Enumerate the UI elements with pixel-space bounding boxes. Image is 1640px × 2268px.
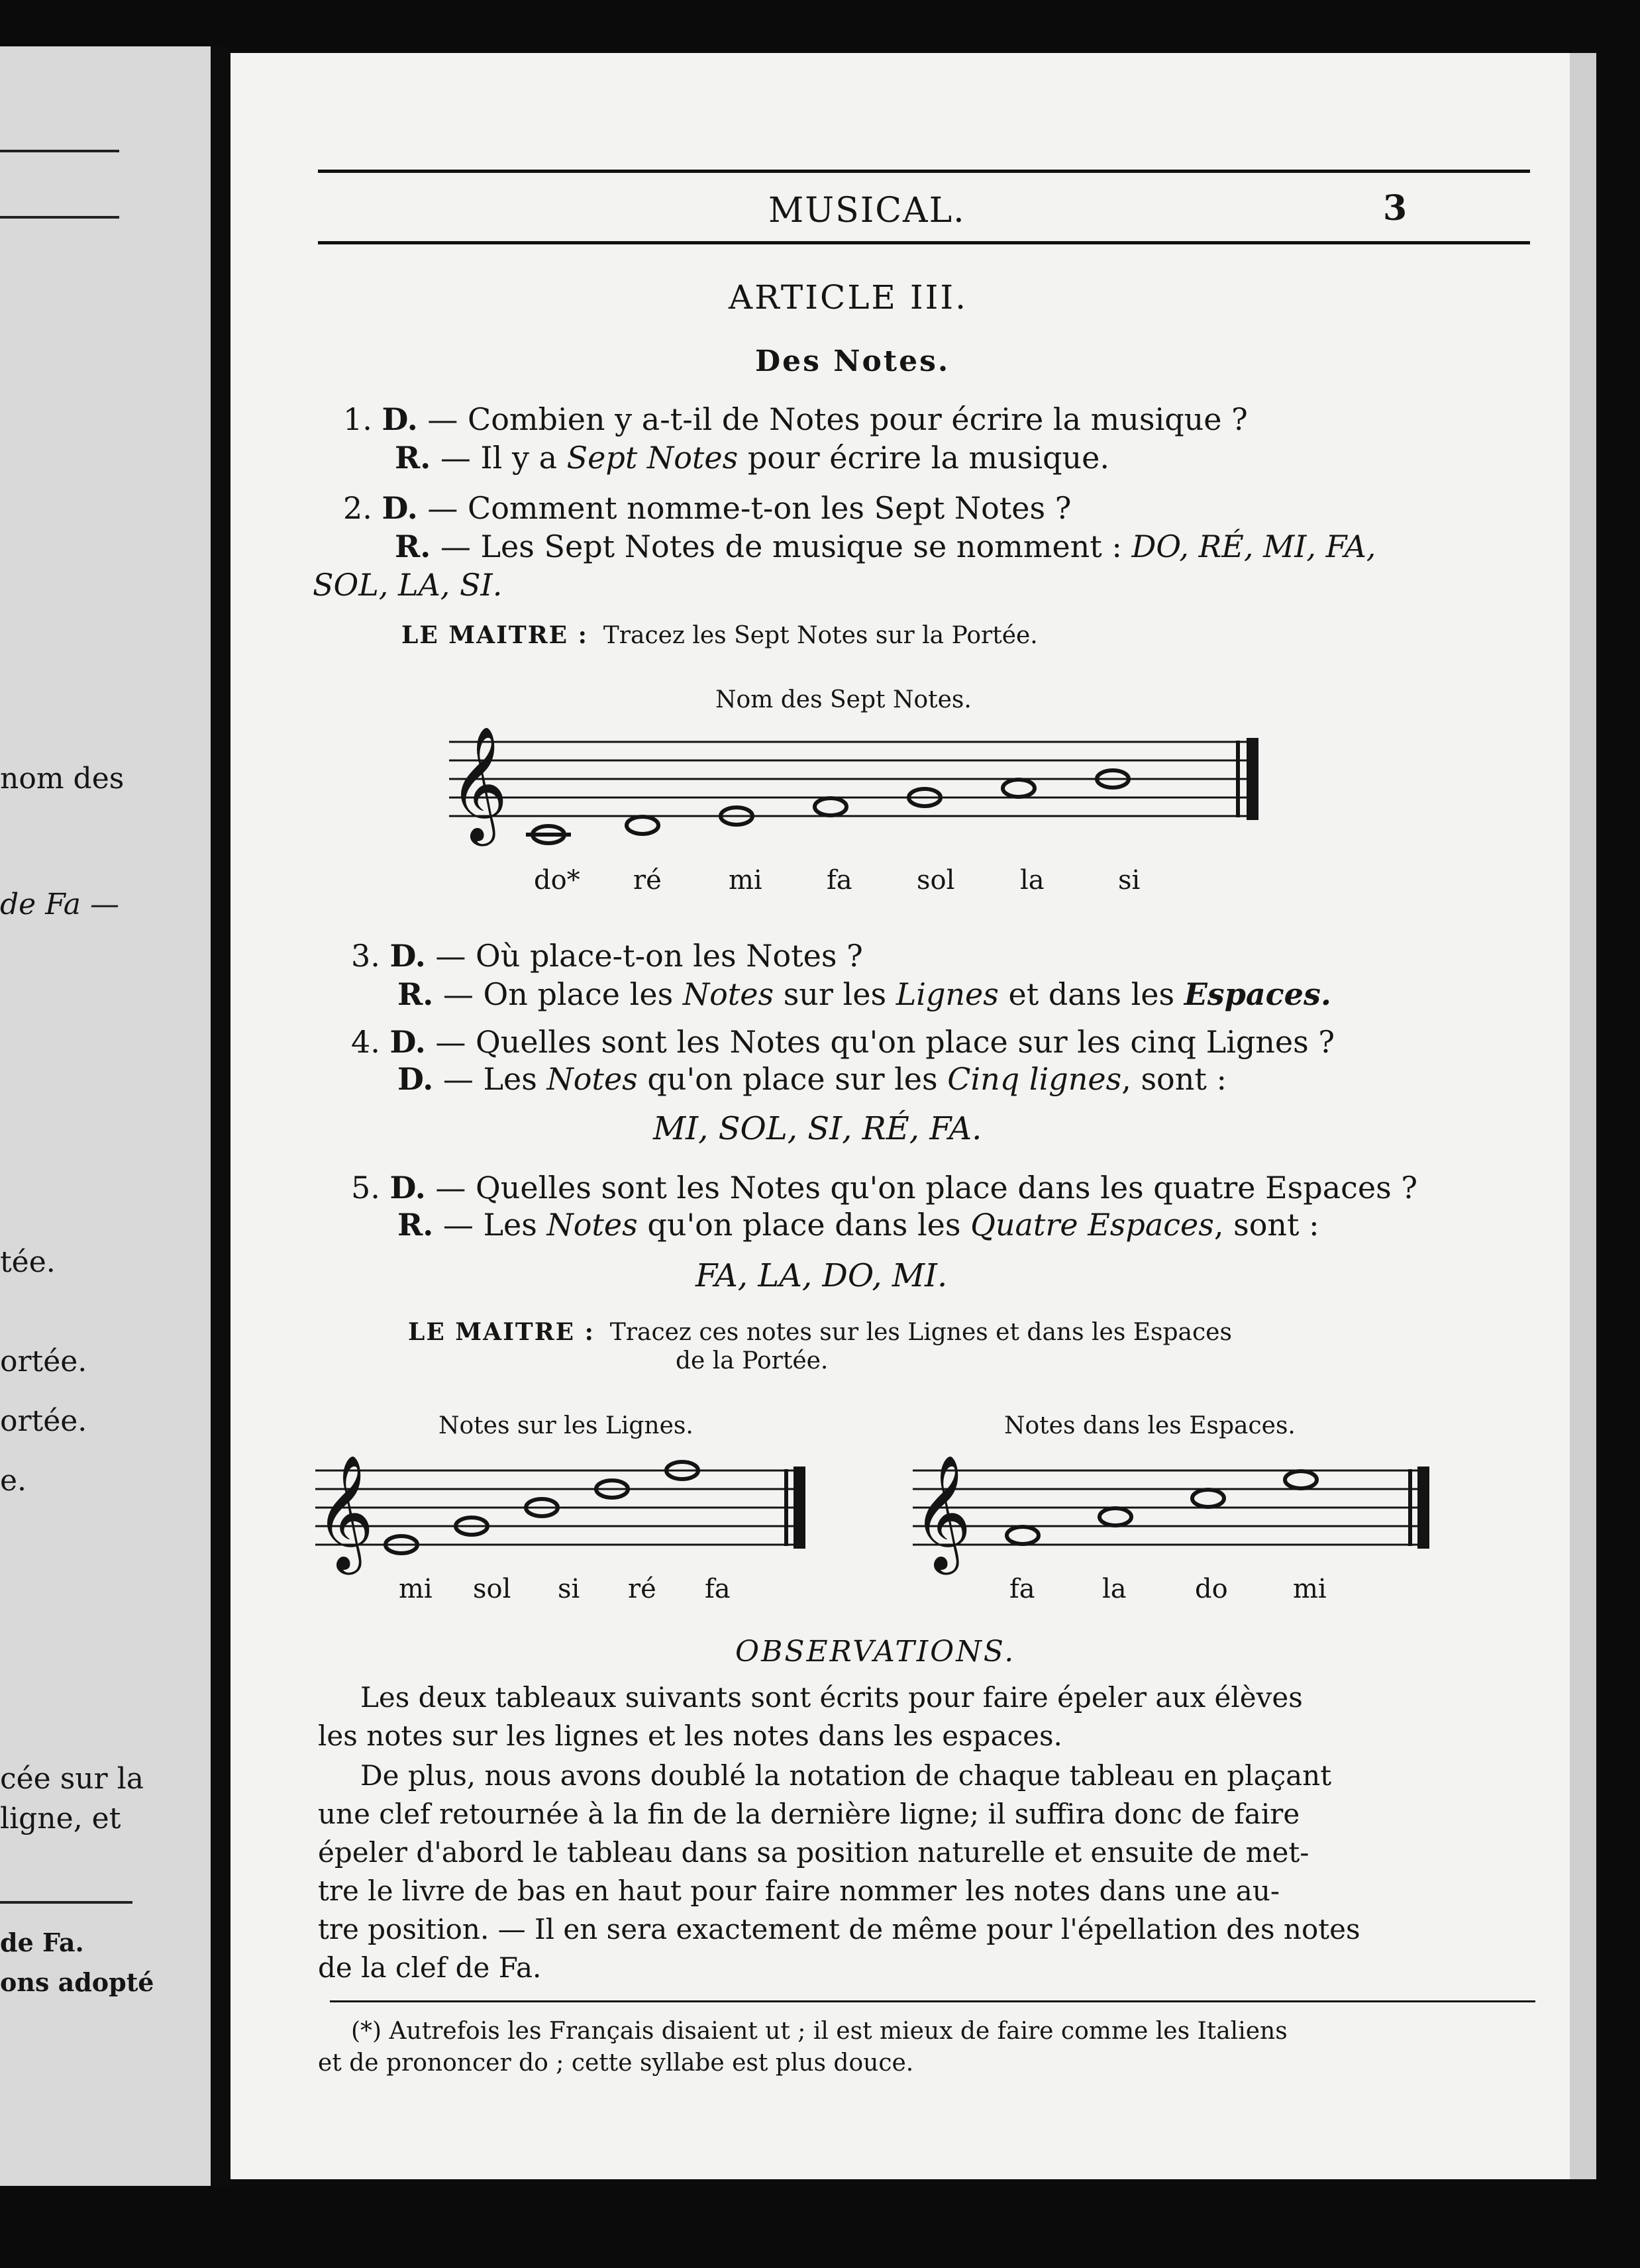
left-fragment: nom des xyxy=(0,762,125,796)
observations-line: épeler d'abord le tableau dans sa position naturelle et ensuite de met- xyxy=(318,1836,1309,1869)
book-spine xyxy=(211,46,231,2186)
staff-3-caption: Notes dans les Espaces. xyxy=(1004,1412,1296,1439)
page-edge xyxy=(1570,53,1596,2179)
left-page-rule xyxy=(0,216,119,219)
left-fragment: ortée. xyxy=(0,1404,87,1438)
page-number: 3 xyxy=(1383,188,1408,229)
observations-line: tre position. — Il en sera exactement de même pour l'épellation des notes xyxy=(318,1913,1360,1945)
left-fragment: ligne, et xyxy=(0,1802,121,1835)
answer-2: R. — Les Sept Notes de musique se nomment : DO, RÉ, MI, FA, xyxy=(395,529,1376,564)
staff-space-notes xyxy=(913,1457,1443,1616)
note-label: sol xyxy=(473,1574,511,1604)
left-facing-page xyxy=(0,46,211,2186)
treble-clef-icon: 𝄞 xyxy=(315,1455,374,1570)
note-label: fa xyxy=(1009,1574,1035,1604)
observations-line: une clef retournée à la fin de la dernière ligne; il suffira donc de faire xyxy=(318,1798,1300,1830)
answer-2-continued: SOL, LA, SI. xyxy=(313,567,503,603)
observations-line: de la clef de Fa. xyxy=(318,1951,542,1984)
article-title: ARTICLE III. xyxy=(729,278,968,317)
left-fragment: de Fa. xyxy=(0,1928,84,1957)
note-label: mi xyxy=(399,1574,433,1604)
observations-line: De plus, nous avons doublé la notation de chaque tableau en plaçant xyxy=(360,1759,1332,1792)
left-fragment: ons adopté xyxy=(0,1967,154,1997)
question-1: 1. D. — Combien y a-t-il de Notes pour écrire la musique ? xyxy=(343,401,1248,437)
footnote-line: (*) Autrefois les Français disaient ut ; il est mieux de faire comme les Italiens xyxy=(351,2018,1288,2045)
observations-title: OBSERVATIONS. xyxy=(735,1635,1016,1669)
note-label: fa xyxy=(827,865,852,896)
note-label: sol xyxy=(917,865,955,896)
header-rule-top xyxy=(318,170,1530,173)
question-3: 3. D. — Où place-t-on les Notes ? xyxy=(351,938,863,974)
article-subtitle: Des Notes. xyxy=(755,344,950,378)
footnote-line: et de prononcer do ; cette syllabe est plus douce. xyxy=(318,2049,914,2077)
line-notes-list: MI, SOL, SI, RÉ, FA. xyxy=(653,1110,982,1147)
left-fragment: tée. xyxy=(0,1245,56,1279)
running-header-title: MUSICAL. xyxy=(768,191,966,231)
answer-3: R. — On place les Notes sur les Lignes et dans les Espaces. xyxy=(397,976,1331,1012)
note-label: la xyxy=(1102,1574,1127,1604)
footnote-rule xyxy=(330,2000,1535,2002)
observations-line: les notes sur les lignes et les notes dans les espaces. xyxy=(318,1720,1062,1752)
left-page-rule xyxy=(0,1901,132,1904)
answer-4: D. — Les Notes qu'on place sur les Cinq lignes, sont : xyxy=(397,1061,1227,1097)
left-fragment: ortée. xyxy=(0,1345,87,1378)
observations-line: tre le livre de bas en haut pour faire nommer les notes dans une au- xyxy=(318,1875,1280,1907)
staff-2-caption: Notes sur les Lignes. xyxy=(438,1412,693,1439)
note-label: do xyxy=(1195,1574,1228,1604)
answer-1: R. — Il y a Sept Notes pour écrire la musique. xyxy=(395,440,1109,476)
space-notes-list: FA, LA, DO, MI. xyxy=(695,1257,948,1294)
teacher-instruction-1: LE MAITRE : Tracez les Sept Notes sur la Portée. xyxy=(401,621,1038,649)
note-label: mi xyxy=(1293,1574,1327,1604)
left-fragment: e. xyxy=(0,1464,27,1498)
treble-clef-icon: 𝄞 xyxy=(449,726,508,841)
teacher-instruction-2-continued: de la Portée. xyxy=(676,1347,829,1374)
note-label: ré xyxy=(628,1574,656,1604)
left-page-rule xyxy=(0,150,119,152)
observations-line: Les deux tableaux suivants sont écrits pour faire épeler aux élèves xyxy=(360,1681,1303,1714)
main-page xyxy=(231,53,1570,2179)
note-label: si xyxy=(1118,865,1141,896)
question-5: 5. D. — Quelles sont les Notes qu'on place dans les quatre Espaces ? xyxy=(351,1170,1418,1206)
teacher-instruction-2: LE MAITRE : Tracez ces notes sur les Lignes et dans les Espaces xyxy=(408,1318,1232,1346)
staff-seven-notes xyxy=(449,726,1310,941)
note-label: mi xyxy=(729,865,762,896)
treble-clef-icon: 𝄞 xyxy=(913,1455,972,1570)
left-fragment: cée sur la xyxy=(0,1762,144,1796)
question-4: 4. D. — Quelles sont les Notes qu'on place sur les cinq Lignes ? xyxy=(351,1024,1335,1060)
note-label: fa xyxy=(705,1574,731,1604)
question-2: 2. D. — Comment nomme-t-on les Sept Notes ? xyxy=(343,490,1072,526)
left-fragment: de Fa — xyxy=(0,888,119,921)
header-rule-bottom xyxy=(318,241,1530,244)
answer-5: R. — Les Notes qu'on place dans les Quatre Espaces, sont : xyxy=(397,1207,1319,1243)
note-label: ré xyxy=(633,865,662,896)
note-label: la xyxy=(1020,865,1045,896)
note-label: do* xyxy=(534,865,580,896)
note-label: si xyxy=(558,1574,580,1604)
staff-1-caption: Nom des Sept Notes. xyxy=(715,686,972,713)
